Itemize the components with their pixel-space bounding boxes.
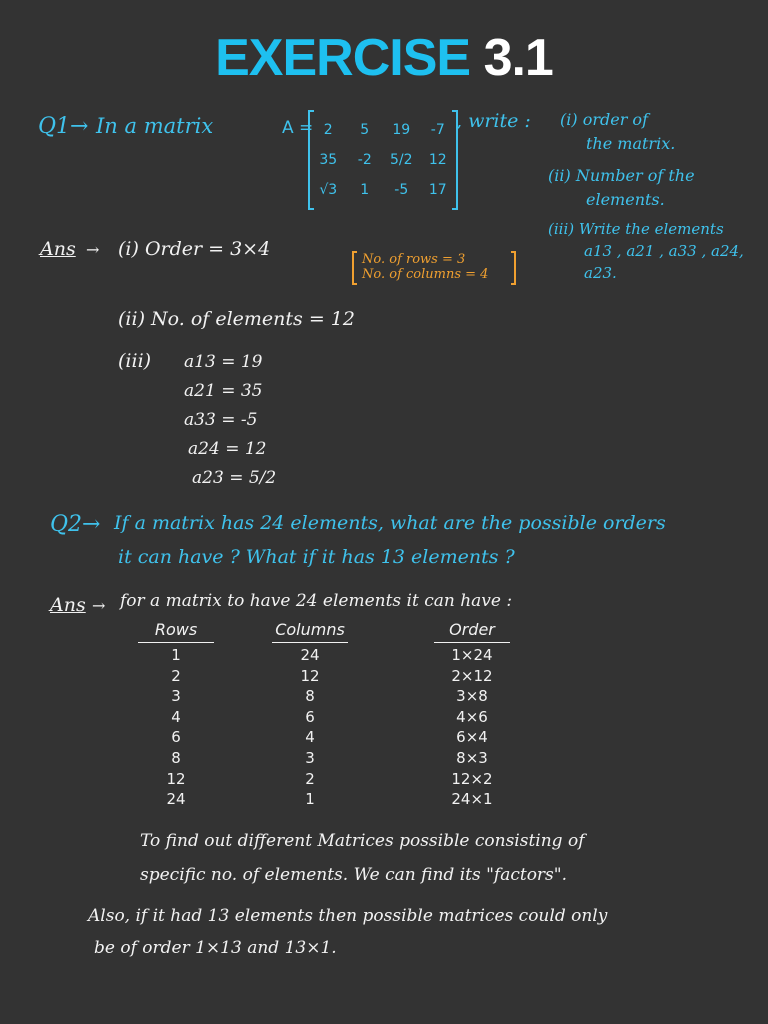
part-text: a23.	[584, 264, 617, 282]
q1-part-iii	[548, 218, 744, 284]
element-value: = -5	[221, 410, 258, 430]
q2-label: Q2→	[50, 512, 101, 537]
matrix-cell: -7	[430, 122, 445, 138]
part-number: (ii)	[548, 166, 571, 185]
table-cell: 24	[300, 646, 320, 664]
part-text: order of	[582, 110, 648, 129]
table-cell: 4	[171, 707, 181, 726]
element-entry	[184, 406, 276, 435]
header-underline	[434, 642, 510, 643]
q2-line2: it can have ? What if it has 13 elements ?	[118, 546, 515, 568]
part-text: Number of the	[575, 166, 695, 185]
matrix-cell: -5	[394, 182, 409, 198]
table-cell: 2	[305, 769, 315, 788]
element-value: = 19	[221, 352, 263, 372]
q1-write: , write :	[456, 110, 531, 132]
a1-iii-num: (iii)	[118, 350, 152, 372]
a2-intro: for a matrix to have 24 elements it can have :	[120, 591, 513, 611]
matrix-cell: √3	[319, 182, 338, 198]
matrix-cell: 17	[428, 182, 447, 198]
table-cell: 12×2	[451, 769, 493, 788]
header-underline	[138, 642, 214, 643]
table-cell: 3×8	[456, 687, 488, 706]
a1-label: Ans	[40, 238, 76, 260]
column-header: Columns	[275, 620, 345, 639]
table-cell: 1	[171, 646, 181, 664]
table-cell: 3	[305, 748, 315, 767]
element-name: a33	[184, 410, 216, 430]
table-cell: 2×12	[451, 666, 493, 685]
page-title	[0, 28, 768, 88]
matrix-cell: 12	[428, 152, 447, 168]
part-text: the matrix.	[586, 134, 676, 153]
title-exercise: EXERCISE	[215, 29, 471, 87]
matrix-name: A =	[282, 118, 314, 138]
part-number: (iii)	[548, 220, 575, 238]
matrix-cell: 2	[323, 122, 333, 138]
matrix-cell: 19	[392, 122, 411, 138]
a2-label: Ans	[50, 594, 86, 616]
title-number: 3.1	[483, 29, 553, 87]
thirteen-elements-paragraph	[88, 900, 607, 964]
matrix-cell: 5/2	[389, 152, 413, 168]
table-cell: 6	[305, 707, 315, 726]
factors-paragraph	[140, 824, 585, 892]
part-text: elements.	[586, 190, 665, 209]
element-value: = 12	[225, 439, 267, 459]
note-rows: No. of rows = 3	[362, 252, 466, 267]
element-value: = 35	[221, 381, 263, 401]
table-cell: 24×1	[451, 790, 493, 809]
matrix-cell: 35	[319, 152, 338, 168]
a1-arrow: →	[86, 240, 100, 259]
paragraph-line: To find out different Matrices possible consisting of	[140, 831, 585, 851]
paragraph-line: Also, if it had 13 elements then possible matrices could only	[88, 906, 608, 926]
column-header: Rows	[154, 620, 198, 639]
q1-intro: In a matrix	[96, 114, 214, 138]
table-cell: 4×6	[456, 707, 488, 726]
table-col-columns	[250, 620, 370, 810]
table-cell: 4	[305, 728, 315, 747]
q1-part-i	[560, 108, 675, 156]
element-name: a24	[188, 439, 220, 459]
paragraph-line: be of order 1×13 and 13×1.	[94, 938, 337, 958]
q1-part-ii	[548, 164, 695, 212]
a1-elements-count: (ii) No. of elements = 12	[118, 308, 355, 330]
rows-columns-note	[352, 252, 516, 284]
element-entry	[184, 348, 276, 377]
q1-label: Q1→	[38, 114, 89, 139]
note-columns: No. of columns = 4	[362, 267, 489, 282]
element-entry	[184, 464, 276, 493]
a1-element-list	[184, 348, 276, 493]
part-number: (i)	[560, 110, 578, 129]
element-entry	[184, 435, 276, 464]
matrix-cell: 1	[360, 182, 370, 198]
table-cell: 12	[166, 769, 186, 788]
table-cell: 8×3	[456, 748, 488, 767]
header-underline	[272, 642, 348, 643]
a1-order: (i) Order = 3×4	[118, 238, 271, 260]
column-header: Order	[449, 620, 495, 639]
table-cell: 6	[171, 728, 181, 747]
matrix-cell: -2	[357, 152, 372, 168]
table-cell: 2	[171, 666, 181, 685]
element-value: = 5/2	[229, 468, 277, 488]
element-name: a23	[192, 468, 224, 488]
table-cell: 24	[166, 790, 186, 809]
matrix-a	[308, 112, 458, 208]
element-entry	[184, 377, 276, 406]
table-col-order	[412, 620, 532, 810]
matrix-row	[310, 146, 456, 174]
table-cell: 3	[171, 687, 181, 706]
table-cell: 8	[305, 687, 315, 706]
matrix-cell: 5	[360, 122, 370, 138]
matrix-row	[310, 176, 456, 204]
paragraph-line: specific no. of elements. We can find its "factors".	[140, 865, 568, 885]
q2-line1: If a matrix has 24 elements, what are the possible orders	[114, 512, 666, 534]
table-cell: 1×24	[451, 646, 493, 664]
part-text: Write the elements	[578, 220, 724, 238]
matrix-row	[310, 116, 456, 144]
table-col-rows	[116, 620, 236, 810]
a2-arrow: →	[92, 596, 106, 615]
table-cell: 1	[305, 790, 315, 809]
element-name: a21	[184, 381, 216, 401]
part-text: a13 , a21 , a33 , a24,	[584, 242, 744, 260]
table-cell: 6×4	[456, 728, 488, 747]
table-cell: 8	[171, 748, 181, 767]
table-cell: 12	[300, 666, 320, 685]
element-name: a13	[184, 352, 216, 372]
